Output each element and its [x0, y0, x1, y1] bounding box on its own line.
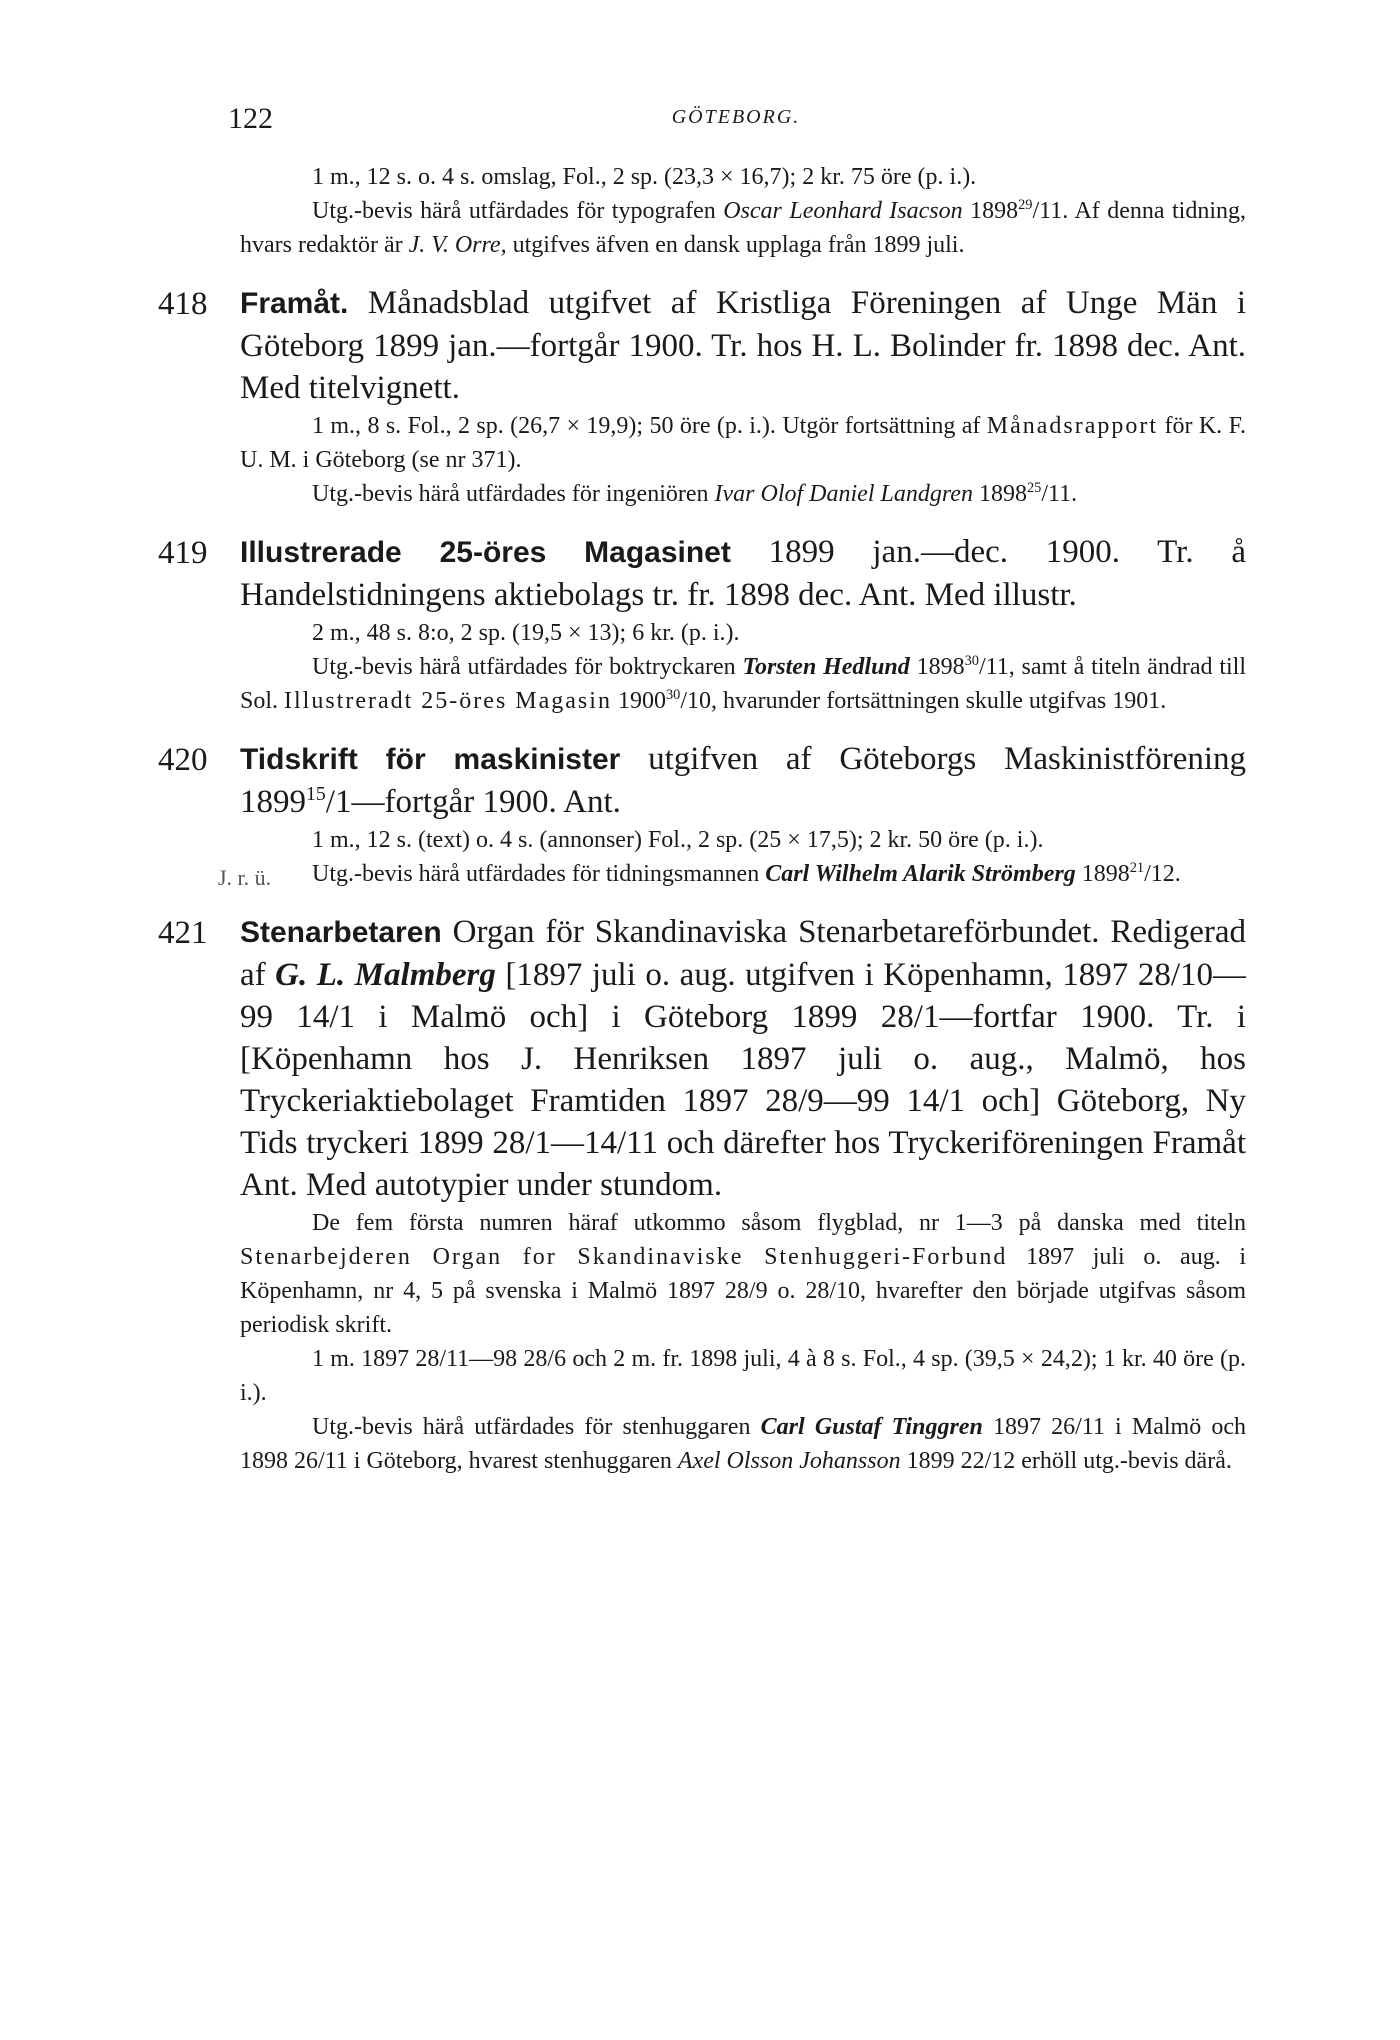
- entry-420: [158, 738, 1247, 891]
- physical-description: 1 m., 8 s. Fol., 2 sp. (26,7 × 19,9); 50 öre (p. i.). Utgör fortsättning af Månadsrapport för K. F. U. M. i Göteborg (se nr 371).: [240, 413, 1246, 473]
- history-note: De fem första numren häraf utkommo såsom flygblad, nr 1—3 på danska med titeln Stenarbejderen Organ for Skandinaviske Stenhuggeri-Forbund 1897 juli o. aug. i Köpenhamn, nr 4, 5 på svenska i Malmö 1897 28/9 o. 28/10, hvarefter den började utgifvas såsom periodisk skrift.: [240, 1210, 1247, 1338]
- entry-title: Illustrerade 25-öres Magasinet: [240, 536, 731, 569]
- editor-name: J. V. Orre,: [408, 232, 507, 258]
- entry-main: Illustrerade 25-öres Magasinet 1899 jan.—dec. 1900. Tr. å Handelstidningens aktiebolags tr. fr. 1898 dec. Ant. Med illustr.: [240, 534, 1246, 613]
- person-name: Ivar Olof Daniel Landgren: [714, 481, 973, 507]
- running-title: GÖTEBORG.: [671, 106, 801, 128]
- publication-note: Utg.-bevis härå utfärdades för typografen Oscar Leonhard Isacson 1898$^{29}$/11. Af denna tidning, hvars redaktör är J. V. Orre, utgifves äfven en dansk upplaga från 1899 juli.: [240, 197, 1247, 258]
- entry-421: [158, 911, 1247, 1478]
- publication-note: Utg.-bevis härå utfärdades för ingeniören Ivar Olof Daniel Landgren 1898$^{25}$/11.: [312, 480, 1078, 507]
- publication-note: J. r. ü. Utg.-bevis härå utfärdades för tidningsmannen Carl Wilhelm Alarik Strömberg 1898$^{21}$/12.: [240, 857, 1246, 891]
- entry-number: 421: [158, 915, 208, 951]
- entry-title: Stenarbetaren: [240, 916, 442, 949]
- entry-continuation: [240, 160, 1246, 262]
- person-name: Oscar Leonhard Isacson: [723, 198, 963, 224]
- editor-name: G. L. Malmberg: [275, 957, 496, 993]
- entry-title: Framåt.: [240, 287, 349, 320]
- physical-description: 1 m., 12 s. o. 4 s. omslag, Fol., 2 sp. (23,3 × 16,7); 2 kr. 75 öre (p. i.).: [312, 164, 977, 190]
- publication-note: Utg.-bevis härå utfärdades för boktryckaren Torsten Hedlund 1898$^{30}$/11, samt å titeln ändrad till Sol. Illustreradt 25-öres Magasin 1900$^{30}$/10, hvarunder fortsättningen skulle utgifvas 1901.: [240, 653, 1246, 714]
- entry-title: Tidskrift för maskinister: [240, 743, 621, 776]
- entry-number: 418: [158, 286, 208, 322]
- physical-description: 1 m., 12 s. (text) o. 4 s. (annonser) Fol., 2 sp. (25 × 17,5); 2 kr. 50 öre (p. i.).: [312, 827, 1044, 853]
- entry-main: Stenarbetaren Organ för Skandinaviska Stenarbetareförbundet. Redigerad af G. L. Malmberg [1897 juli o. aug. utgifven i Köpenhamn, 1897 28/10—99 14/1 i Malmö och] i Göteborg 1899 28/1—fortfar 1900. Tr. i [Köpenhamn hos J. Henriksen 1897 juli o. aug., Malmö, hos Tryckeriaktiebolaget Framtiden 1897 28/9—99 14/1 och] Göteborg, Ny Tids tryckeri 1899 28/1—14/11 och därefter hos Tryckeriföreningen Framåt Ant. Med autotypier under stundom.: [240, 914, 1246, 1203]
- entry-number: 419: [158, 535, 208, 571]
- entry-419: [158, 531, 1246, 718]
- page-content: [158, 160, 1247, 1478]
- physical-description: 1 m. 1897 28/11—98 28/6 och 2 m. fr. 1898 juli, 4 à 8 s. Fol., 4 sp. (39,5 × 24,2); 1 kr. 40 öre (p. i.).: [240, 1346, 1246, 1406]
- page-header: [228, 102, 1244, 142]
- entry-main: Framåt. Månadsblad utgifvet af Kristliga Föreningen af Unge Män i Göteborg 1899 jan.—fortgår 1900. Tr. hos H. L. Bolinder fr. 1898 dec. Ant. Med titelvignett.: [240, 285, 1246, 406]
- person-name: Axel Olsson Johansson: [677, 1448, 901, 1474]
- entry-main: Tidskrift för maskinister utgifven af Göteborgs Maskinistförening 1899$^{15}$/1—fortgår 1900. Ant.: [240, 741, 1247, 820]
- entry-number: 420: [158, 742, 208, 778]
- person-name: Carl Wilhelm Alarik Strömberg: [765, 861, 1076, 887]
- margin-annotation: J. r. ü.: [218, 865, 272, 890]
- page-number: 122: [228, 102, 273, 135]
- physical-description: 2 m., 48 s. 8:o, 2 sp. (19,5 × 13); 6 kr. (p. i.).: [312, 620, 740, 646]
- entry-418: [158, 282, 1246, 511]
- person-name: Carl Gustaf Tinggren: [760, 1414, 983, 1440]
- person-name: Torsten Hedlund: [742, 654, 910, 680]
- publication-note: Utg.-bevis härå utfärdades för stenhuggaren Carl Gustaf Tinggren 1897 26/11 i Malmö och 1898 26/11 i Göteborg, hvarest stenhuggaren Axel Olsson Johansson 1899 22/12 erhöll utg.-bevis därå.: [240, 1414, 1247, 1474]
